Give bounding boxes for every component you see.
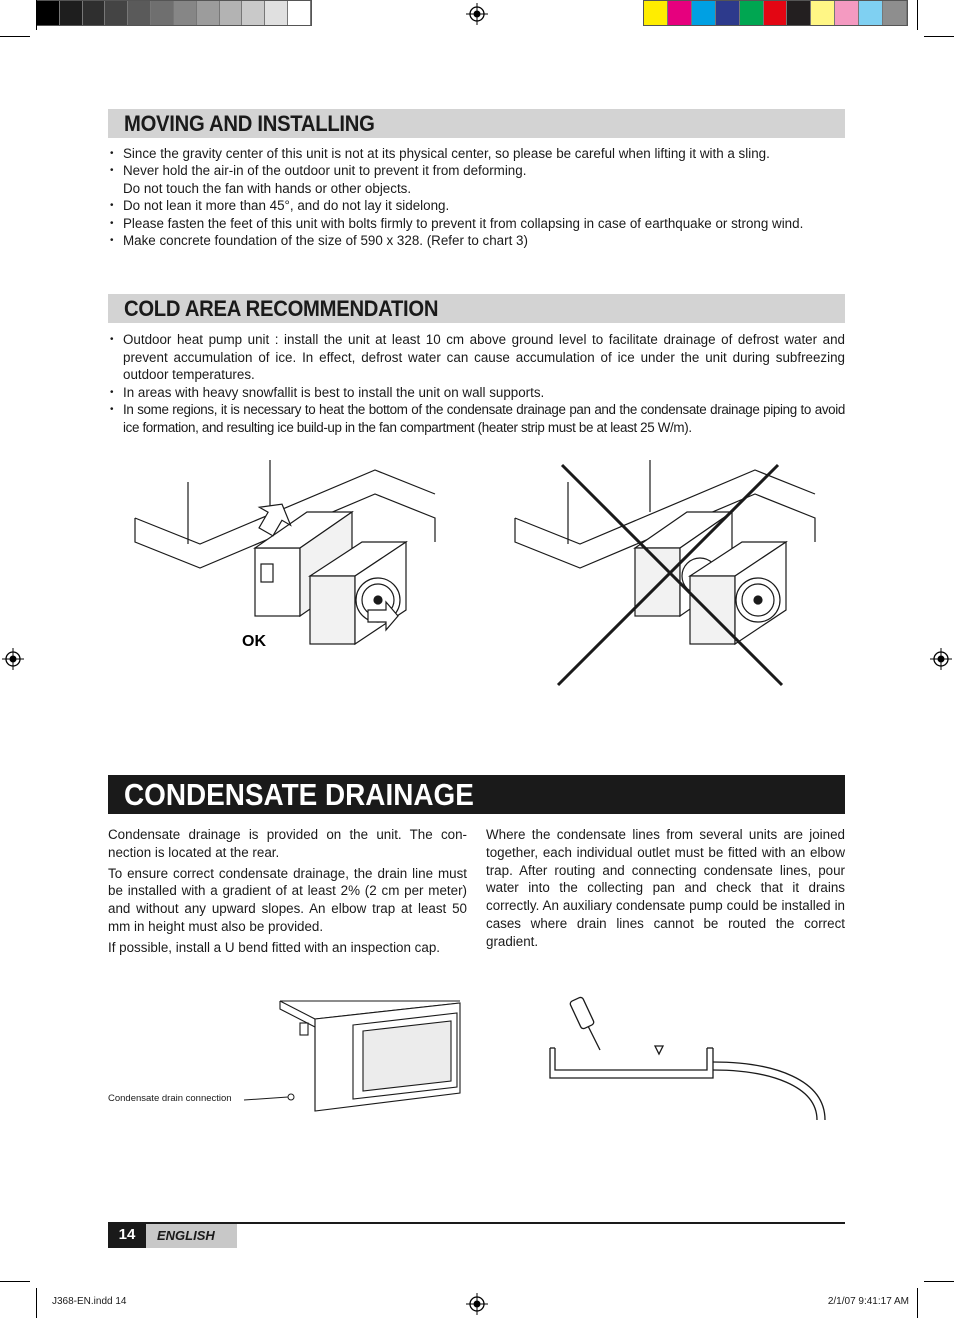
crop-mark — [0, 1281, 30, 1282]
gray-swatch — [265, 1, 288, 25]
registration-target-icon — [466, 3, 488, 25]
color-swatch — [740, 1, 764, 25]
drain-pan-illustration — [545, 990, 840, 1130]
section-header-cold-area — [108, 294, 845, 323]
section-title: MOVING AND INSTALLING — [124, 111, 375, 136]
color-swatch — [811, 1, 835, 25]
section-title: CONDENSATE DRAINAGE — [124, 777, 474, 812]
color-swatch — [764, 1, 788, 25]
paragraph: To ensure correct condensate drainage, the drain line must be installed with a gradient of at least 2% (2 cm per meter) and without any upward slopes. An elbow trap at least 50 mm in height must also be provided. — [108, 865, 467, 934]
list-item: • Do not lean it more than 45°, and do not lay it sidelong. — [108, 197, 845, 214]
gray-swatch — [197, 1, 220, 25]
drain-pointer-arrow — [240, 1090, 310, 1110]
registration-target-icon — [466, 1293, 488, 1315]
crop-mark — [924, 36, 954, 37]
condensate-right-column — [486, 826, 845, 954]
gray-swatch — [174, 1, 197, 25]
color-swatch — [859, 1, 883, 25]
cold-area-bullet-list — [108, 331, 845, 437]
paragraph: Where the condensate lines from several units are joined together, each individual outlet must be fitted with an elbow trap. After routing and connecting condensate lines, pour water into the collecting pan and check that it drains correctly. An auxiliary condensate pump could be installed in cases where drain lines cannot be routed the correct gradient. — [486, 827, 845, 949]
gray-swatch — [60, 1, 83, 25]
list-item: • In some regions, it is necessary to heat the bottom of the condensate drainage pan and the condensate drainage piping to avoid ice formation, and resulting ice build-up in the fan compartment (heater strip must be at least 25 W/m). — [108, 401, 845, 436]
grayscale-calibration-bar — [36, 0, 312, 26]
registration-target-icon — [930, 648, 952, 670]
crop-mark — [0, 36, 30, 37]
paragraph: If possible, install a U bend fitted with an inspection cap. — [108, 939, 440, 955]
file-slug: J368-EN.indd 14 — [52, 1296, 127, 1307]
page-number: 14 — [108, 1224, 146, 1248]
timestamp: 2/1/07 9:41:17 AM — [827, 1296, 909, 1307]
list-item: • Outdoor heat pump unit : install the unit at least 10 cm above ground level to facilitate drainage of defrost water and prevent accumulation of ice. In effect, defrost water can cause accumulation of ice under the unit during subfreezing outdoor temperatures. — [108, 331, 845, 384]
crop-mark — [924, 1281, 954, 1282]
color-swatch — [787, 1, 811, 25]
gray-swatch — [288, 1, 311, 25]
color-swatch — [668, 1, 692, 25]
drain-connection-label: Condensate drain connection — [108, 1093, 232, 1104]
language-tab: ENGLISH — [146, 1224, 237, 1248]
condensate-left-column — [108, 826, 467, 960]
color-swatch — [835, 1, 859, 25]
ground-units-crossed-illustration — [510, 460, 830, 690]
section-title: COLD AREA RECOMMENDATION — [124, 296, 439, 321]
section-header-condensate — [108, 775, 845, 814]
list-item: • Make concrete foundation of the size of 590 x 328. (Refer to chart 3) — [108, 232, 845, 249]
ok-label: OK — [242, 633, 266, 650]
gray-swatch — [83, 1, 106, 25]
gray-swatch — [151, 1, 174, 25]
list-item: • Please fasten the feet of this unit with bolts firmly to prevent it from collapsing in case of earthquake or strong wind. — [108, 215, 845, 232]
color-swatch — [692, 1, 716, 25]
list-item: • Never hold the air-in of the outdoor unit to prevent it from deforming. Do not touch the fan with hands or other objects. — [108, 162, 845, 197]
gray-swatch — [128, 1, 151, 25]
crop-mark — [36, 1288, 37, 1318]
gray-swatch — [220, 1, 243, 25]
crop-mark — [917, 1288, 918, 1318]
wall-mounted-units-illustration — [130, 460, 440, 660]
color-swatch — [883, 1, 907, 25]
list-item: • In areas with heavy snowfallit is best to install the unit on wall supports. — [108, 384, 845, 402]
registration-target-icon — [2, 648, 24, 670]
list-item: • Since the gravity center of this unit is not at its physical center, so please be careful when lifting it with a sling. — [108, 145, 845, 162]
color-calibration-bar — [643, 0, 908, 26]
color-swatch — [716, 1, 740, 25]
gray-swatch — [105, 1, 128, 25]
gray-swatch — [37, 1, 60, 25]
moving-bullet-list — [108, 145, 845, 249]
crop-mark — [36, 0, 37, 30]
color-swatch — [644, 1, 668, 25]
crop-mark — [917, 0, 918, 30]
gray-swatch — [242, 1, 265, 25]
section-header-moving — [108, 109, 845, 138]
paragraph: Condensate drainage is provided on the unit. The con-nection is located at the rear. — [108, 827, 467, 860]
